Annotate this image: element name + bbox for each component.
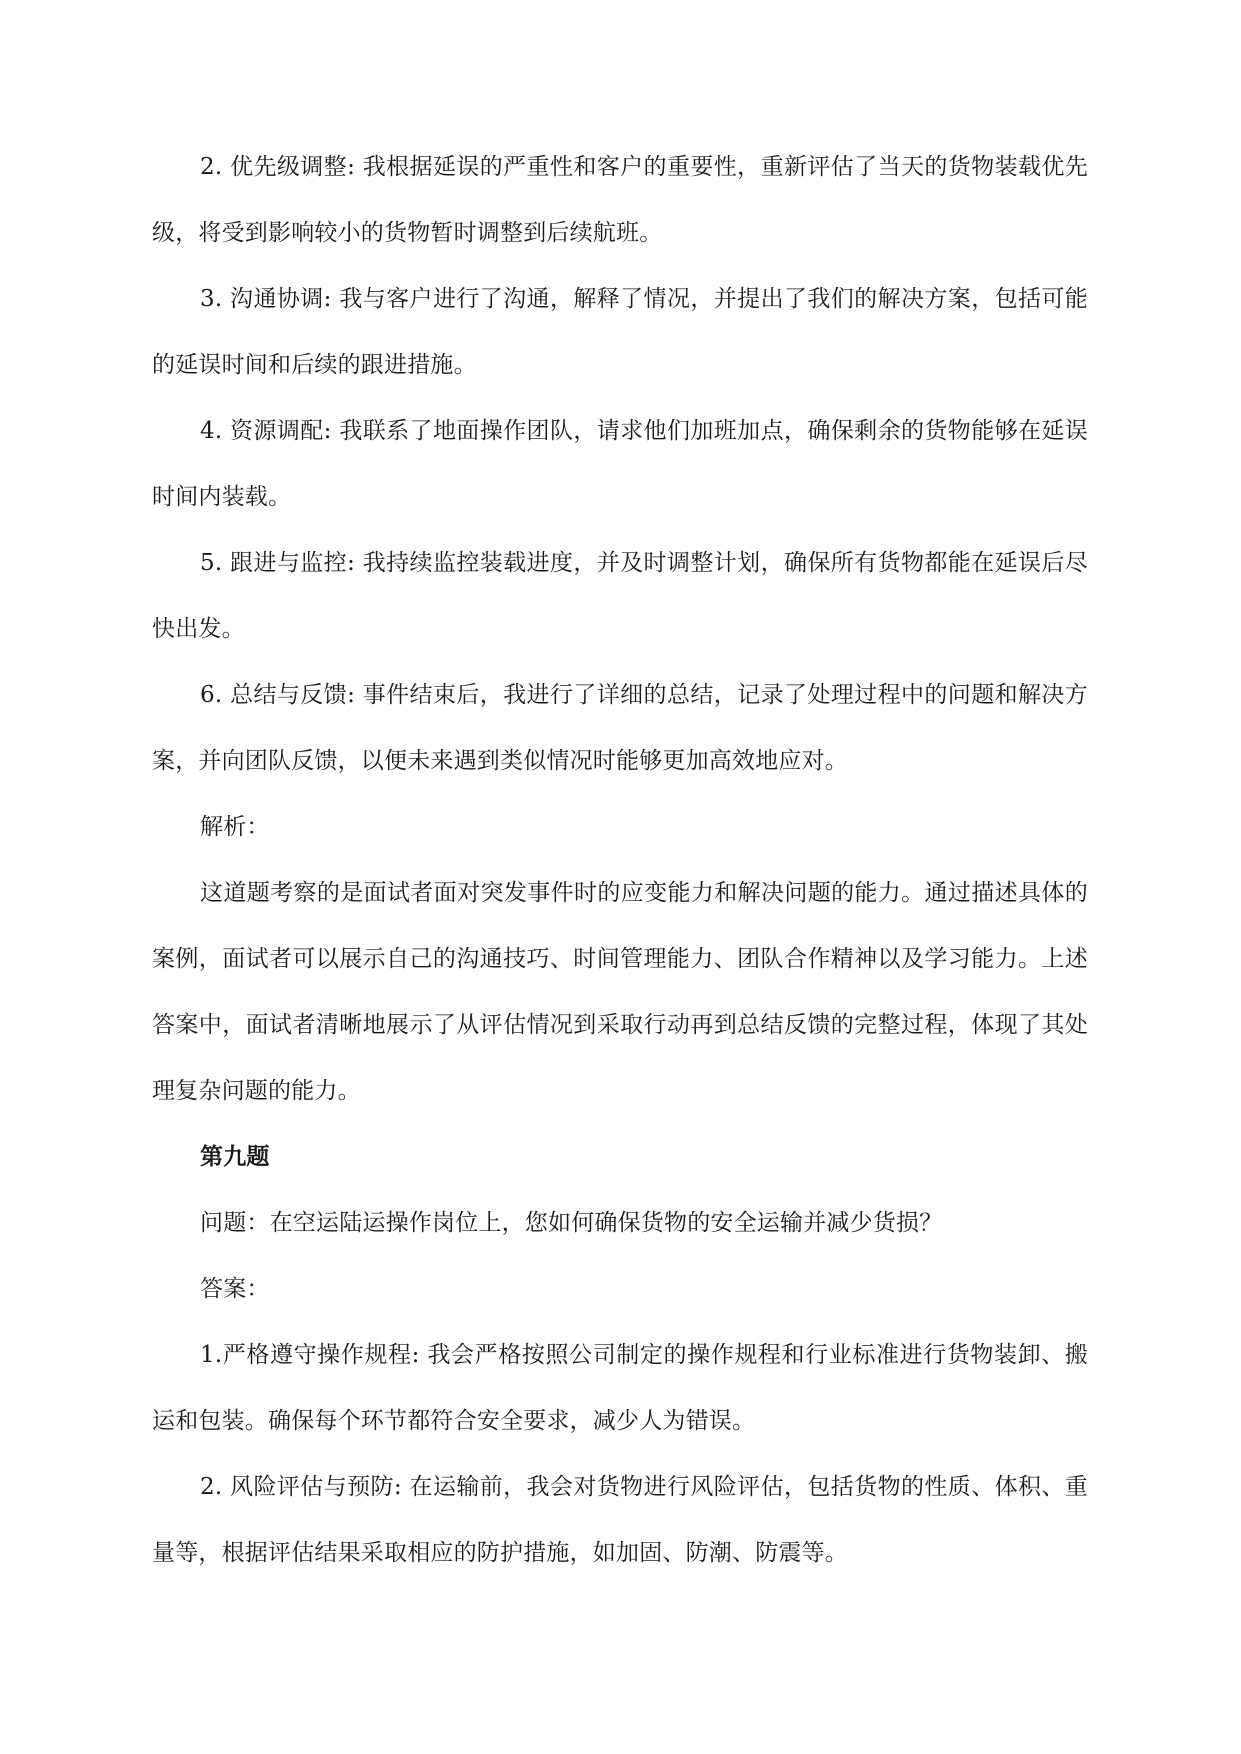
analysis-label: 解析： xyxy=(200,814,270,840)
analysis-text: 这道题考察的是面试者面对突发事件时的应变能力和解决问题的能力。通过描述具体的案例，面试者可以展示自己的沟通技巧、时间管理能力、团队合作精神以及学习能力。上述答案中，面试者清晰地展示了从评估情况到采取行动再到总结反馈的完整过程，体现了其处理复杂问题的能力。 xyxy=(152,880,1088,1104)
answer-item-4: 4. 资源调配: 我联系了地面操作团队，请求他们加班加点，确保剩余的货物能够在延误时间内装载。 xyxy=(152,418,1088,510)
question-heading: 第九题 xyxy=(200,1143,270,1170)
answer-item-2b: 2. 风险评估与预防: 在运输前，我会对货物进行风险评估，包括货物的性质、体积、重量等，根据评估结果采取相应的防护措施，如加固、防潮、防震等。 xyxy=(152,1474,1088,1566)
answer-item-2: 2. 优先级调整: 我根据延误的严重性和客户的重要性，重新评估了当天的货物装载优先级，将受到影响较小的货物暂时调整到后续航班。 xyxy=(152,154,1088,246)
answer-item-1: 1.严格遵守操作规程: 我会严格按照公司制定的操作规程和行业标准进行货物装卸、搬运和包装。确保每个环节都符合安全要求，减少人为错误。 xyxy=(152,1342,1088,1434)
answer-item-3: 3. 沟通协调: 我与客户进行了沟通，解释了情况，并提出了我们的解决方案，包括可能的延误时间和后续的跟进措施。 xyxy=(152,286,1088,378)
answer-label: 答案： xyxy=(200,1276,270,1302)
answer-item-5: 5. 跟进与监控: 我持续监控装载进度，并及时调整计划，确保所有货物都能在延误后尽快出发。 xyxy=(152,550,1088,642)
question-text: 问题：在空运陆运操作岗位上，您如何确保货物的安全运输并减少货损？ xyxy=(200,1210,943,1236)
answer-item-6: 6. 总结与反馈: 事件结束后，我进行了详细的总结，记录了处理过程中的问题和解决方案，并向团队反馈，以便未来遇到类似情况时能够更加高效地应对。 xyxy=(152,682,1088,774)
